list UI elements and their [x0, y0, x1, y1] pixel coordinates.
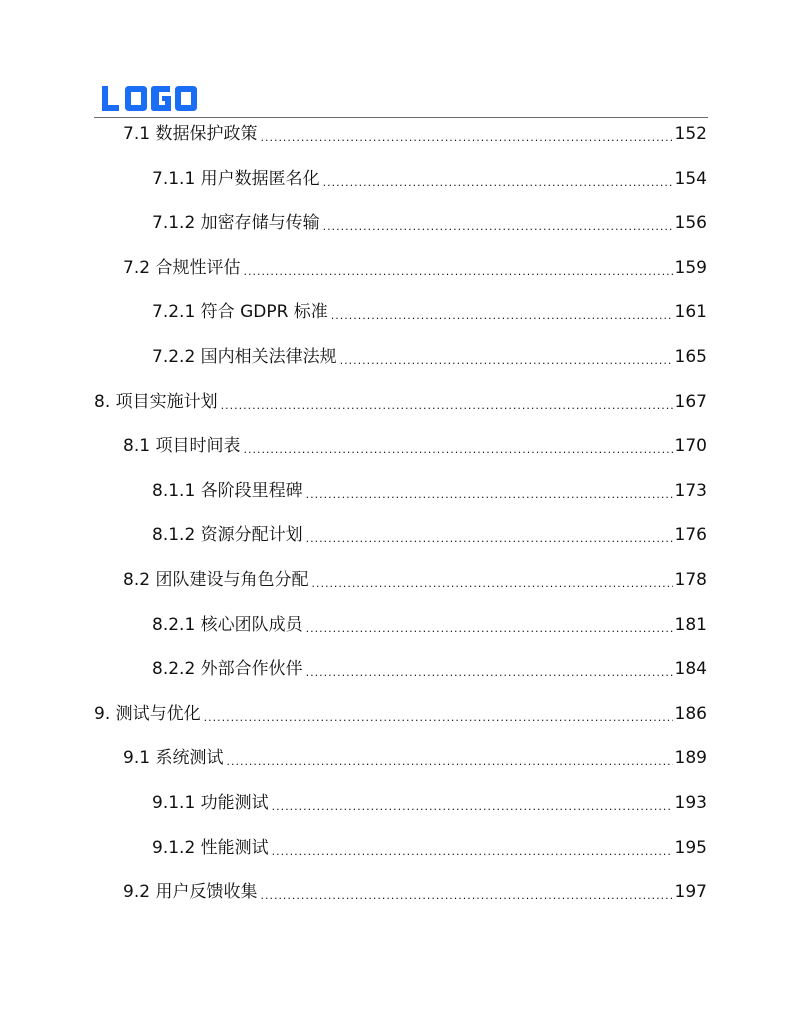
toc-entry[interactable] — [0, 342, 800, 372]
dot-leader — [306, 658, 673, 688]
toc-entry-title: 9.2 用户反馈收集 — [123, 882, 258, 903]
toc-entry-page-number: 165 — [674, 347, 707, 367]
toc-entry-title: 7.1 数据保护政策 — [123, 124, 258, 144]
toc-entry-title: 7.2.2 国内相关法律法规 — [152, 347, 337, 367]
toc-entry[interactable] — [0, 253, 800, 283]
toc-entry-page-number: 184 — [674, 659, 707, 680]
toc-entry[interactable] — [0, 119, 800, 149]
toc-entry-page-number: 181 — [674, 614, 707, 635]
dot-leader — [204, 703, 673, 733]
toc-entry-page-number: 193 — [674, 793, 707, 813]
toc-entry-title: 7.2 合规性评估 — [123, 257, 241, 278]
toc-entry-title: 9. 测试与优化 — [94, 703, 201, 724]
toc-entry[interactable] — [0, 476, 800, 506]
toc-entry-page-number: 189 — [674, 748, 707, 769]
toc-entry-page-number: 152 — [674, 124, 707, 144]
toc-entry-page-number: 197 — [674, 882, 707, 903]
toc-entry-title: 8.1 项目时间表 — [123, 436, 241, 457]
toc-entry-page-number: 159 — [674, 257, 707, 278]
toc-entry-title: 8.2.1 核心团队成员 — [152, 614, 303, 635]
dot-leader — [306, 614, 673, 644]
toc-entry-title: 8.2.2 外部合作伙伴 — [152, 659, 303, 680]
toc-entry[interactable] — [0, 565, 800, 595]
toc-entry[interactable] — [0, 833, 800, 863]
toc-entry-page-number: 161 — [674, 302, 707, 323]
toc-entry[interactable] — [0, 877, 800, 907]
toc-entry-page-number: 154 — [674, 168, 707, 189]
toc-entry-title: 8.1.2 资源分配计划 — [152, 525, 303, 546]
dot-leader — [243, 257, 672, 287]
toc-entry-title: 8.2 团队建设与角色分配 — [123, 570, 309, 590]
toc-entry-title: 7.1.1 用户数据匿名化 — [152, 168, 320, 189]
toc-entry[interactable] — [0, 788, 800, 818]
toc-entry[interactable] — [0, 610, 800, 640]
dot-leader — [272, 837, 673, 867]
toc-entry-title: 7.1.2 加密存储与传输 — [152, 213, 320, 234]
dot-leader — [226, 747, 672, 777]
toc-entry[interactable] — [0, 164, 800, 194]
toc-entry[interactable] — [0, 387, 800, 417]
dot-leader — [306, 524, 673, 554]
dot-leader — [340, 346, 673, 376]
dot-leader — [311, 569, 672, 599]
toc-entry-title: 9.1.2 性能测试 — [152, 837, 269, 858]
toc-entry-page-number: 156 — [674, 213, 707, 234]
toc-entry-page-number: 176 — [674, 525, 707, 546]
toc-entry-page-number: 195 — [674, 837, 707, 858]
toc-entry[interactable] — [0, 297, 800, 327]
dot-leader — [323, 168, 673, 198]
toc-entry-page-number: 186 — [674, 703, 707, 724]
dot-leader — [243, 435, 672, 465]
toc-entry[interactable] — [0, 654, 800, 684]
toc-entry[interactable] — [0, 699, 800, 729]
toc-entry-page-number: 170 — [674, 436, 707, 457]
toc-entry[interactable] — [0, 743, 800, 773]
toc-entry-title: 9.1 系统测试 — [123, 748, 224, 769]
toc-entry[interactable] — [0, 208, 800, 238]
dot-leader — [260, 881, 672, 911]
dot-leader — [306, 480, 673, 510]
toc-entry-title: 8. 项目实施计划 — [94, 391, 218, 412]
toc-entry-page-number: 167 — [674, 391, 707, 412]
toc-entry-title: 7.2.1 符合 GDPR 标准 — [152, 302, 328, 323]
dot-leader — [260, 123, 672, 153]
dot-leader — [272, 792, 673, 822]
toc-entry-title: 8.1.1 各阶段里程碑 — [152, 480, 303, 501]
toc-entry[interactable] — [0, 431, 800, 461]
toc-entry-title: 9.1.1 功能测试 — [152, 793, 269, 813]
toc-entry-page-number: 173 — [674, 480, 707, 501]
toc-entry-page-number: 178 — [674, 570, 707, 590]
dot-leader — [221, 391, 673, 421]
dot-leader — [323, 212, 673, 242]
dot-leader — [331, 301, 673, 331]
toc-entry[interactable] — [0, 520, 800, 550]
